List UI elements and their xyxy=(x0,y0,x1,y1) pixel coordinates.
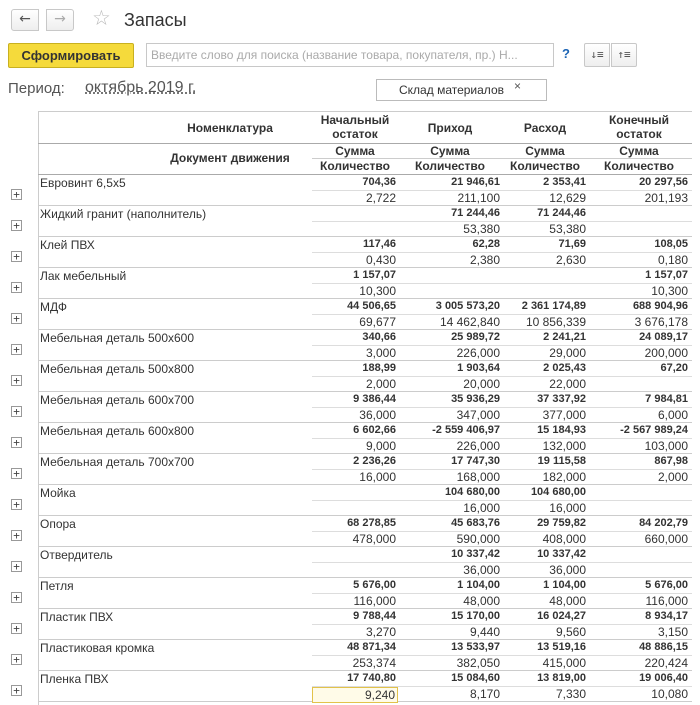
search-input[interactable]: Введите слово для поиска (название товара, покупателя, пр.) Н... xyxy=(146,43,554,67)
qty-cell[interactable]: 10,080 xyxy=(651,687,688,701)
qty-cell[interactable]: 36,000 xyxy=(359,408,396,422)
qty-cell[interactable]: 168,000 xyxy=(456,470,500,484)
qty-cell[interactable]: 211,100 xyxy=(457,191,500,205)
qty-cell[interactable]: 3,150 xyxy=(657,625,688,639)
sum-cell[interactable]: 104 680,00 xyxy=(530,486,586,498)
sum-cell[interactable]: 5 676,00 xyxy=(645,579,688,591)
sum-cell[interactable]: 13 533,97 xyxy=(451,641,500,653)
qty-cell[interactable]: 377,000 xyxy=(542,408,586,422)
qty-cell[interactable]: 3 676,178 xyxy=(634,315,688,329)
header-sum-4: Сумма xyxy=(619,144,659,158)
sum-cell[interactable]: 104 680,00 xyxy=(444,486,500,498)
qty-cell[interactable]: 36,000 xyxy=(549,563,586,577)
qty-cell[interactable]: 2,000 xyxy=(657,470,688,484)
sort-ascending-icon[interactable]: ↓≡ xyxy=(584,43,610,67)
sum-cell[interactable]: 867,98 xyxy=(654,455,688,467)
qty-cell[interactable]: 478,000 xyxy=(352,532,396,546)
sum-cell[interactable]: 45 683,76 xyxy=(451,517,500,529)
expand-icon[interactable]: + xyxy=(11,499,22,510)
table-row[interactable] xyxy=(0,609,700,640)
sum-cell[interactable]: 67,20 xyxy=(660,362,688,374)
qty-cell[interactable]: 69,677 xyxy=(359,315,396,329)
qty-cell[interactable]: 14 462,840 xyxy=(439,315,500,329)
toolbar xyxy=(0,40,700,74)
sum-cell[interactable]: 19 115,58 xyxy=(537,455,586,467)
qty-cell[interactable]: 3,000 xyxy=(365,346,396,360)
sum-cell[interactable]: 48 886,15 xyxy=(639,641,688,653)
sum-cell[interactable]: 6 602,66 xyxy=(353,424,396,436)
expand-icon[interactable]: + xyxy=(11,282,22,293)
qty-cell[interactable]: 182,000 xyxy=(542,470,586,484)
item-name: Мебельная деталь 600х800 xyxy=(40,424,195,438)
expand-icon[interactable]: + xyxy=(11,468,22,479)
sum-cell[interactable]: 340,66 xyxy=(362,331,396,343)
qty-cell[interactable]: 116,000 xyxy=(645,594,688,608)
qty-cell[interactable]: 660,000 xyxy=(644,532,688,546)
row-inner-divider xyxy=(312,500,692,501)
qty-cell[interactable]: 53,380 xyxy=(549,222,586,236)
qty-cell[interactable]: 7,330 xyxy=(555,687,586,701)
sum-cell[interactable]: 29 759,82 xyxy=(537,517,586,529)
page-title: Запасы xyxy=(124,10,187,30)
sum-cell[interactable]: 2 025,43 xyxy=(543,362,586,374)
sum-cell[interactable]: 44 506,65 xyxy=(347,300,396,312)
header-sum-3: Сумма xyxy=(525,144,565,158)
sum-cell[interactable]: 17 740,80 xyxy=(347,672,396,684)
qty-cell[interactable]: 116,000 xyxy=(353,594,396,608)
period-label: Период: xyxy=(8,80,65,97)
table-row[interactable] xyxy=(0,175,700,206)
qty-cell[interactable]: 408,000 xyxy=(542,532,586,546)
item-name: Мебельная деталь 700х700 xyxy=(40,455,195,469)
expand-icon[interactable]: + xyxy=(11,437,22,448)
item-name: Отвердитель xyxy=(40,548,113,562)
sum-cell[interactable]: 84 202,79 xyxy=(639,517,688,529)
sum-cell[interactable]: 15 170,00 xyxy=(451,610,500,622)
sum-cell[interactable]: 8 934,17 xyxy=(645,610,688,622)
expand-icon[interactable]: + xyxy=(11,623,22,634)
qty-cell[interactable]: 9,440 xyxy=(469,625,500,639)
qty-cell[interactable]: 53,380 xyxy=(463,222,500,236)
item-name: Жидкий гранит (наполнитель) xyxy=(40,207,207,221)
sum-cell[interactable]: 1 104,00 xyxy=(457,579,500,591)
sum-cell[interactable]: 48 871,34 xyxy=(347,641,396,653)
sum-cell[interactable]: -2 559 406,97 xyxy=(432,424,500,436)
qty-cell[interactable]: 29,000 xyxy=(549,346,586,360)
qty-cell[interactable]: 36,000 xyxy=(463,563,500,577)
expand-icon[interactable]: + xyxy=(11,220,22,231)
table-row[interactable] xyxy=(0,671,700,702)
header-expense: Расход xyxy=(523,121,567,135)
table-row[interactable] xyxy=(0,454,700,485)
qty-cell[interactable]: 2,380 xyxy=(469,253,500,267)
table-top-border xyxy=(38,111,692,112)
qty-cell[interactable]: 16,000 xyxy=(549,501,586,515)
sum-cell[interactable]: 117,46 xyxy=(362,238,396,250)
sum-cell[interactable]: 71 244,46 xyxy=(451,207,500,219)
sum-cell[interactable]: 15 184,93 xyxy=(537,424,586,436)
qty-cell[interactable]: 9,000 xyxy=(365,439,396,453)
table-row[interactable] xyxy=(0,485,700,516)
qty-cell[interactable]: 415,000 xyxy=(542,656,586,670)
qty-cell[interactable]: 0,430 xyxy=(365,253,396,267)
sum-cell[interactable]: 9 788,44 xyxy=(353,610,396,622)
table-row[interactable] xyxy=(0,237,700,268)
sum-cell[interactable]: 20 297,56 xyxy=(639,176,688,188)
clear-filter-icon[interactable]: × xyxy=(514,79,522,93)
sum-cell[interactable]: 704,36 xyxy=(362,176,396,188)
sum-cell[interactable]: 62,28 xyxy=(472,238,500,250)
qty-cell[interactable]: 22,000 xyxy=(549,377,586,391)
sum-cell[interactable]: 188,99 xyxy=(362,362,396,374)
table-row[interactable] xyxy=(0,330,700,361)
sum-cell[interactable]: 5 676,00 xyxy=(353,579,396,591)
sum-cell[interactable]: 1 104,00 xyxy=(543,579,586,591)
item-name: Пластиковая кромка xyxy=(40,641,155,655)
qty-cell[interactable]: 347,000 xyxy=(456,408,500,422)
qty-cell[interactable]: 16,000 xyxy=(463,501,500,515)
qty-cell[interactable]: 103,000 xyxy=(644,439,688,453)
table-row[interactable] xyxy=(0,516,700,547)
header-closing: Конечный остаток xyxy=(608,113,670,141)
help-link[interactable]: ? xyxy=(562,46,570,61)
expand-icon[interactable]: + xyxy=(11,406,22,417)
item-name: Лак мебельный xyxy=(40,269,127,283)
item-name: Мебельная деталь 500х800 xyxy=(40,362,195,376)
header-qty-2: Количество xyxy=(415,159,485,173)
qty-cell[interactable]: 2,722 xyxy=(365,191,396,205)
sum-cell[interactable]: 13 519,16 xyxy=(537,641,586,653)
forward-arrow-icon[interactable]: → xyxy=(46,9,74,31)
sum-cell[interactable]: 10 337,42 xyxy=(537,548,586,560)
item-name: МДФ xyxy=(40,300,67,314)
table-row[interactable] xyxy=(0,547,700,578)
item-name: Пленка ПВХ xyxy=(40,672,109,686)
table-row[interactable] xyxy=(0,361,700,392)
qty-cell[interactable]: 20,000 xyxy=(463,377,500,391)
item-name: Мойка xyxy=(40,486,76,500)
sum-cell[interactable]: 1 157,07 xyxy=(645,269,688,281)
header-nomenclature: Номенклатура xyxy=(187,121,273,135)
sum-cell[interactable]: 37 337,92 xyxy=(537,393,586,405)
sum-cell[interactable]: 108,05 xyxy=(654,238,688,250)
sum-cell[interactable]: 25 989,72 xyxy=(451,331,500,343)
qty-cell[interactable]: 2,630 xyxy=(555,253,586,267)
window-header xyxy=(0,0,700,40)
qty-cell[interactable]: 132,000 xyxy=(542,439,586,453)
item-name: Петля xyxy=(40,579,74,593)
sum-cell[interactable]: 2 361 174,89 xyxy=(521,300,586,312)
sum-cell[interactable]: 7 984,81 xyxy=(645,393,688,405)
sum-cell[interactable]: 1 157,07 xyxy=(353,269,396,281)
qty-cell[interactable]: 48,000 xyxy=(463,594,500,608)
qty-cell[interactable]: 3,270 xyxy=(365,625,396,639)
sum-cell[interactable]: 24 089,17 xyxy=(639,331,688,343)
sum-cell[interactable]: 688 904,96 xyxy=(632,300,688,312)
sum-cell[interactable]: 3 005 573,20 xyxy=(435,300,500,312)
table-row[interactable] xyxy=(0,423,700,454)
warehouse-filter-value: Склад материалов xyxy=(399,83,504,97)
qty-cell[interactable]: 220,424 xyxy=(644,656,688,670)
back-arrow-icon[interactable]: ← xyxy=(11,9,39,31)
item-name: Мебельная деталь 600х700 xyxy=(40,393,195,407)
row-inner-divider xyxy=(312,221,692,222)
qty-cell[interactable]: 590,000 xyxy=(456,532,500,546)
period-selector[interactable]: октябрь 2019 г. xyxy=(85,79,197,96)
report-table xyxy=(0,111,700,705)
qty-cell[interactable]: 226,000 xyxy=(456,346,500,360)
qty-cell[interactable]: 200,000 xyxy=(644,346,688,360)
qty-cell[interactable]: 2,000 xyxy=(365,377,396,391)
selected-cell[interactable]: 9,240 xyxy=(312,687,398,703)
table-row[interactable] xyxy=(0,268,700,299)
expand-icon[interactable]: + xyxy=(11,251,22,262)
item-name: Пластик ПВХ xyxy=(40,610,114,624)
expand-icon[interactable]: + xyxy=(11,654,22,665)
header-qty-4: Количество xyxy=(604,159,674,173)
expand-icon[interactable]: + xyxy=(11,375,22,386)
item-name: Клей ПВХ xyxy=(40,238,95,252)
expand-icon[interactable]: + xyxy=(11,530,22,541)
table-row[interactable] xyxy=(0,392,700,423)
header-opening: Начальный остаток xyxy=(320,113,390,141)
form-report-button[interactable]: Сформировать xyxy=(8,43,134,68)
sum-cell[interactable]: 10 337,42 xyxy=(451,548,500,560)
table-row[interactable] xyxy=(0,299,700,330)
expand-icon[interactable]: + xyxy=(11,313,22,324)
qty-cell[interactable]: 8,170 xyxy=(469,687,500,701)
sum-cell[interactable]: 68 278,85 xyxy=(347,517,396,529)
sum-cell[interactable]: 19 006,40 xyxy=(639,672,688,684)
sum-cell[interactable]: 35 936,29 xyxy=(451,393,500,405)
header-sum-1: Сумма xyxy=(335,144,375,158)
sum-cell[interactable]: 2 236,26 xyxy=(353,455,396,467)
header-qty-3: Количество xyxy=(510,159,580,173)
sum-cell[interactable]: 71,69 xyxy=(558,238,586,250)
qty-cell[interactable]: 382,050 xyxy=(456,656,500,670)
favorite-star-icon[interactable]: ☆ xyxy=(92,6,111,30)
header-sum-2: Сумма xyxy=(430,144,470,158)
sum-cell[interactable]: 71 244,46 xyxy=(537,207,586,219)
qty-cell[interactable]: 6,000 xyxy=(657,408,688,422)
warehouse-filter[interactable] xyxy=(376,79,547,101)
sort-descending-icon[interactable]: ↑≡ xyxy=(611,43,637,67)
qty-cell[interactable]: 10,300 xyxy=(651,284,688,298)
header-qty-1: Количество xyxy=(320,159,390,173)
sum-cell[interactable]: 13 819,00 xyxy=(537,672,586,684)
qty-cell[interactable]: 12,629 xyxy=(549,191,586,205)
item-name: Опора xyxy=(40,517,76,531)
qty-cell[interactable]: 48,000 xyxy=(549,594,586,608)
expand-icon[interactable]: + xyxy=(11,344,22,355)
sum-cell[interactable]: -2 567 989,24 xyxy=(620,424,688,436)
row-inner-divider xyxy=(312,562,692,563)
qty-cell[interactable]: 0,180 xyxy=(657,253,688,267)
qty-cell[interactable]: 9,560 xyxy=(555,625,586,639)
qty-cell[interactable]: 226,000 xyxy=(456,439,500,453)
expand-icon[interactable]: + xyxy=(11,561,22,572)
item-name: Евровинт 6,5х5 xyxy=(40,176,126,190)
qty-cell[interactable]: 10 856,339 xyxy=(525,315,586,329)
item-name: Мебельная деталь 500х600 xyxy=(40,331,195,345)
expand-icon[interactable]: + xyxy=(11,189,22,200)
table-row[interactable] xyxy=(0,640,700,671)
sum-cell[interactable]: 2 353,41 xyxy=(543,176,586,188)
header-receipt: Приход xyxy=(427,121,473,135)
sum-cell[interactable]: 1 903,64 xyxy=(457,362,500,374)
expand-icon[interactable]: + xyxy=(11,592,22,603)
qty-cell[interactable]: 201,193 xyxy=(644,191,688,205)
qty-cell[interactable]: 16,000 xyxy=(359,470,396,484)
qty-cell[interactable]: 253,374 xyxy=(352,656,396,670)
table-row[interactable] xyxy=(0,578,700,609)
sum-cell[interactable]: 16 024,27 xyxy=(537,610,586,622)
expand-icon[interactable]: + xyxy=(11,685,22,696)
sum-cell[interactable]: 15 084,60 xyxy=(451,672,500,684)
table-row[interactable] xyxy=(0,206,700,237)
sum-cell[interactable]: 2 241,21 xyxy=(543,331,586,343)
sum-cell[interactable]: 9 386,44 xyxy=(353,393,396,405)
sum-cell[interactable]: 21 946,61 xyxy=(451,176,500,188)
qty-cell[interactable]: 10,300 xyxy=(359,284,396,298)
header-document: Документ движения xyxy=(170,151,290,165)
sum-cell[interactable]: 17 747,30 xyxy=(451,455,500,467)
